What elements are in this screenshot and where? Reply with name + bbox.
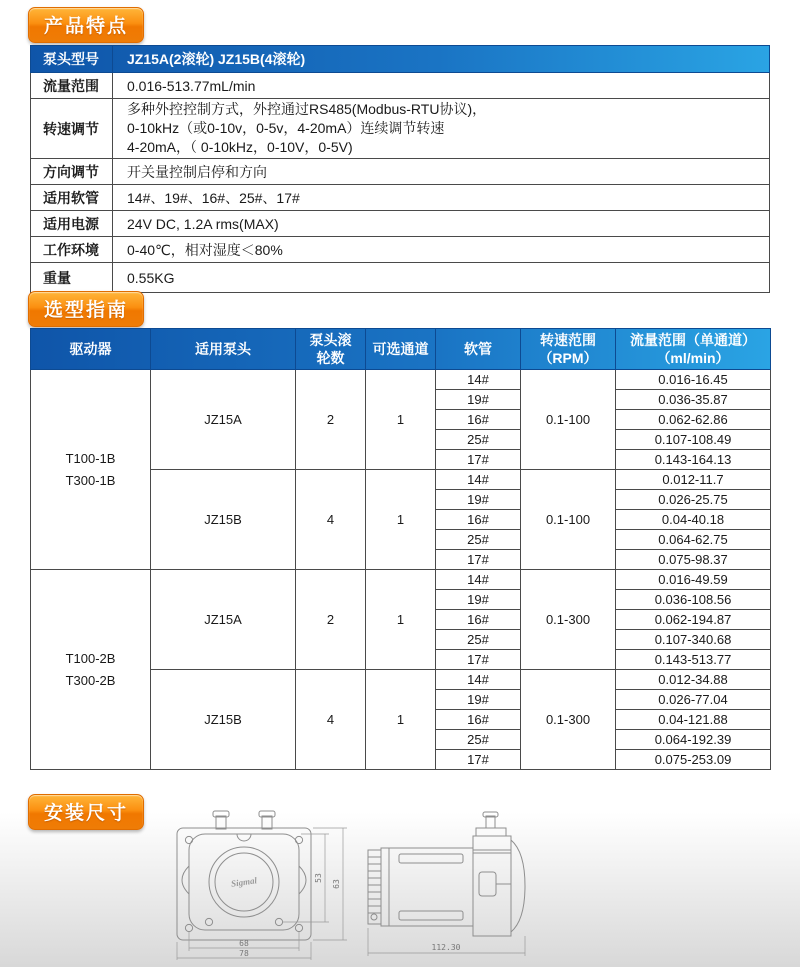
flow-cell: 0.143-513.77 [616, 650, 771, 670]
section-badge-selection: 选型指南 [28, 291, 144, 327]
rollers-cell: 4 [296, 470, 366, 570]
spec-row-label: 方向调节 [31, 159, 113, 185]
table-row [31, 370, 771, 390]
flow-cell: 0.075-253.09 [616, 750, 771, 770]
installation-drawings [0, 810, 800, 967]
spec-row-direction [31, 159, 770, 185]
front-cover-profile [511, 840, 525, 932]
channels-cell: 1 [366, 370, 436, 470]
header-pump-head: 适用泵头 [151, 329, 296, 370]
pump-side-drawing [358, 810, 568, 962]
hose-cell: 16# [436, 410, 521, 430]
hose-cell: 16# [436, 710, 521, 730]
channels-cell: 1 [366, 570, 436, 670]
screw-hole [185, 836, 192, 843]
brand-logo-text: Sigmal [230, 875, 258, 889]
motor-body [381, 848, 473, 926]
spec-row-flow [31, 73, 770, 99]
hose-cell: 17# [436, 450, 521, 470]
spec-row-label: 适用电源 [31, 211, 113, 237]
hose-cell: 19# [436, 590, 521, 610]
hose-cell: 25# [436, 730, 521, 750]
pump-head-cell: JZ15B [151, 670, 296, 770]
hose-cell: 17# [436, 650, 521, 670]
hose-cell: 19# [436, 490, 521, 510]
dim-label-53: 53 [314, 873, 323, 883]
flow-cell: 0.04-121.88 [616, 710, 771, 730]
rollers-cell: 2 [296, 570, 366, 670]
header-channels: 可选通道 [366, 329, 436, 370]
header-flow [616, 329, 771, 370]
header-rollers [296, 329, 366, 370]
dim-label-78: 78 [239, 949, 249, 958]
flow-cell: 0.012-34.88 [616, 670, 771, 690]
rollers-cell: 4 [296, 670, 366, 770]
hose-cell: 17# [436, 550, 521, 570]
section-badge-features: 产品特点 [28, 7, 144, 43]
hose-cell: 25# [436, 630, 521, 650]
driver-line: T100-2B [65, 650, 116, 666]
pump-head-cell: JZ15B [151, 470, 296, 570]
flow-cell: 0.064-62.75 [616, 530, 771, 550]
screw-hole [295, 924, 302, 931]
spec-row-weight [31, 263, 770, 293]
screw-hole [275, 918, 282, 925]
header-rollers-line2: 轮数 [316, 350, 345, 366]
hose-cell: 14# [436, 370, 521, 390]
dim-label-68: 68 [239, 939, 249, 948]
spec-header-label: 泵头型号 [31, 46, 113, 73]
hose-cell: 25# [436, 530, 521, 550]
flow-cell: 0.036-108.56 [616, 590, 771, 610]
header-rollers-line1: 泵头滚 [309, 332, 352, 348]
driver-line: T300-2B [65, 672, 116, 688]
spec-row-label: 重量 [31, 263, 113, 293]
spec-row-value: 24V DC, 1.2A rms(MAX) [113, 211, 770, 237]
dim-label-length: 112.30 [431, 943, 461, 952]
flow-cell: 0.036-35.87 [616, 390, 771, 410]
spec-row-value: 开关量控制启停和方向 [113, 159, 770, 185]
hose-cell: 19# [436, 690, 521, 710]
pump-front-drawing [163, 810, 363, 962]
spec-row-label: 流量范围 [31, 73, 113, 99]
flow-cell: 0.064-192.39 [616, 730, 771, 750]
pump-head-cell: JZ15A [151, 570, 296, 670]
top-notch [237, 834, 251, 841]
hose-nozzle [216, 816, 226, 829]
spec-header-value: JZ15A(2滚轮) JZ15B(4滚轮) [113, 46, 770, 73]
flow-cell: 0.062-62.86 [616, 410, 771, 430]
flow-cell: 0.075-98.37 [616, 550, 771, 570]
rpm-cell: 0.1-100 [521, 370, 616, 470]
header-driver: 驱动器 [31, 329, 151, 370]
flow-cell: 0.143-164.13 [616, 450, 771, 470]
hose-cell: 19# [436, 390, 521, 410]
flow-cell: 0.016-16.45 [616, 370, 771, 390]
spec-value-line: 4-20mA，（ 0-10kHz，0-10V，0-5V) [127, 139, 353, 155]
pump-head-ear-left [182, 866, 189, 894]
hose-nozzle [486, 816, 495, 828]
header-rpm-line1: 转速范围 [540, 332, 596, 348]
spec-row-label: 适用软管 [31, 185, 113, 211]
spec-row-value: 14#、19#、16#、25#、17# [113, 185, 770, 211]
driver-line: T300-1B [65, 472, 116, 488]
spec-row-label: 转速调节 [31, 99, 113, 159]
hose-cell: 14# [436, 570, 521, 590]
rpm-cell: 0.1-100 [521, 470, 616, 570]
screw-hole [185, 924, 192, 931]
spec-row-power [31, 211, 770, 237]
flow-cell: 0.107-340.68 [616, 630, 771, 650]
motor-slot-top [399, 854, 463, 863]
hose-cell: 14# [436, 670, 521, 690]
header-rpm-line2: （RPM） [538, 350, 598, 366]
spec-row-hose [31, 185, 770, 211]
product-spec-table [30, 45, 770, 293]
flow-cell: 0.016-49.59 [616, 570, 771, 590]
header-flow-line1: 流量范围（单通道） [630, 332, 756, 348]
hose-cell: 17# [436, 750, 521, 770]
hose-cell: 16# [436, 510, 521, 530]
hose-cell: 25# [436, 430, 521, 450]
rpm-cell: 0.1-300 [521, 570, 616, 670]
header-hose: 软管 [436, 329, 521, 370]
spec-value-line: 0-10kHz（或0-10v，0-5v，4-20mA）连续调节转速 [127, 120, 445, 136]
screw-hole [295, 836, 302, 843]
head-detail [479, 872, 496, 896]
spec-row-speed [31, 99, 770, 159]
channels-cell: 1 [366, 470, 436, 570]
hose-nozzle [262, 816, 272, 829]
channels-cell: 1 [366, 670, 436, 770]
shaft-end [371, 914, 377, 920]
flow-cell: 0.026-77.04 [616, 690, 771, 710]
pump-head-cell: JZ15A [151, 370, 296, 470]
head-top-step [476, 828, 506, 836]
hose-cell: 16# [436, 610, 521, 630]
flow-cell: 0.026-25.75 [616, 490, 771, 510]
spec-row-value [113, 99, 770, 159]
spec-row-environment [31, 237, 770, 263]
rpm-cell: 0.1-300 [521, 670, 616, 770]
selection-guide-table [30, 328, 771, 770]
header-flow-line2: （ml/min） [656, 350, 730, 366]
section-badge-dimensions: 安装尺寸 [28, 794, 144, 830]
motor-slot-bottom [399, 911, 463, 920]
rollers-cell: 2 [296, 370, 366, 470]
flow-cell: 0.062-194.87 [616, 610, 771, 630]
header-rpm [521, 329, 616, 370]
selection-header-row [31, 329, 771, 370]
spec-row-value: 0.55KG [113, 263, 770, 293]
driver-cell [31, 570, 151, 770]
table-row [31, 570, 771, 590]
driver-line: T100-1B [65, 450, 116, 466]
spec-row-value: 0-40℃，相对湿度＜80% [113, 237, 770, 263]
spec-value-line: 多种外控控制方式，外控通过RS485(Modbus-RTU协议)， [127, 101, 487, 117]
dim-label-63: 63 [332, 879, 341, 889]
spec-header-row [31, 46, 770, 73]
flow-cell: 0.107-108.49 [616, 430, 771, 450]
flow-cell: 0.04-40.18 [616, 510, 771, 530]
spec-row-value: 0.016-513.77mL/min [113, 73, 770, 99]
screw-hole [205, 918, 212, 925]
pump-head-ear-right [299, 866, 306, 894]
driver-cell [31, 370, 151, 570]
spec-row-label: 工作环境 [31, 237, 113, 263]
flow-cell: 0.012-11.7 [616, 470, 771, 490]
hose-cell: 14# [436, 470, 521, 490]
